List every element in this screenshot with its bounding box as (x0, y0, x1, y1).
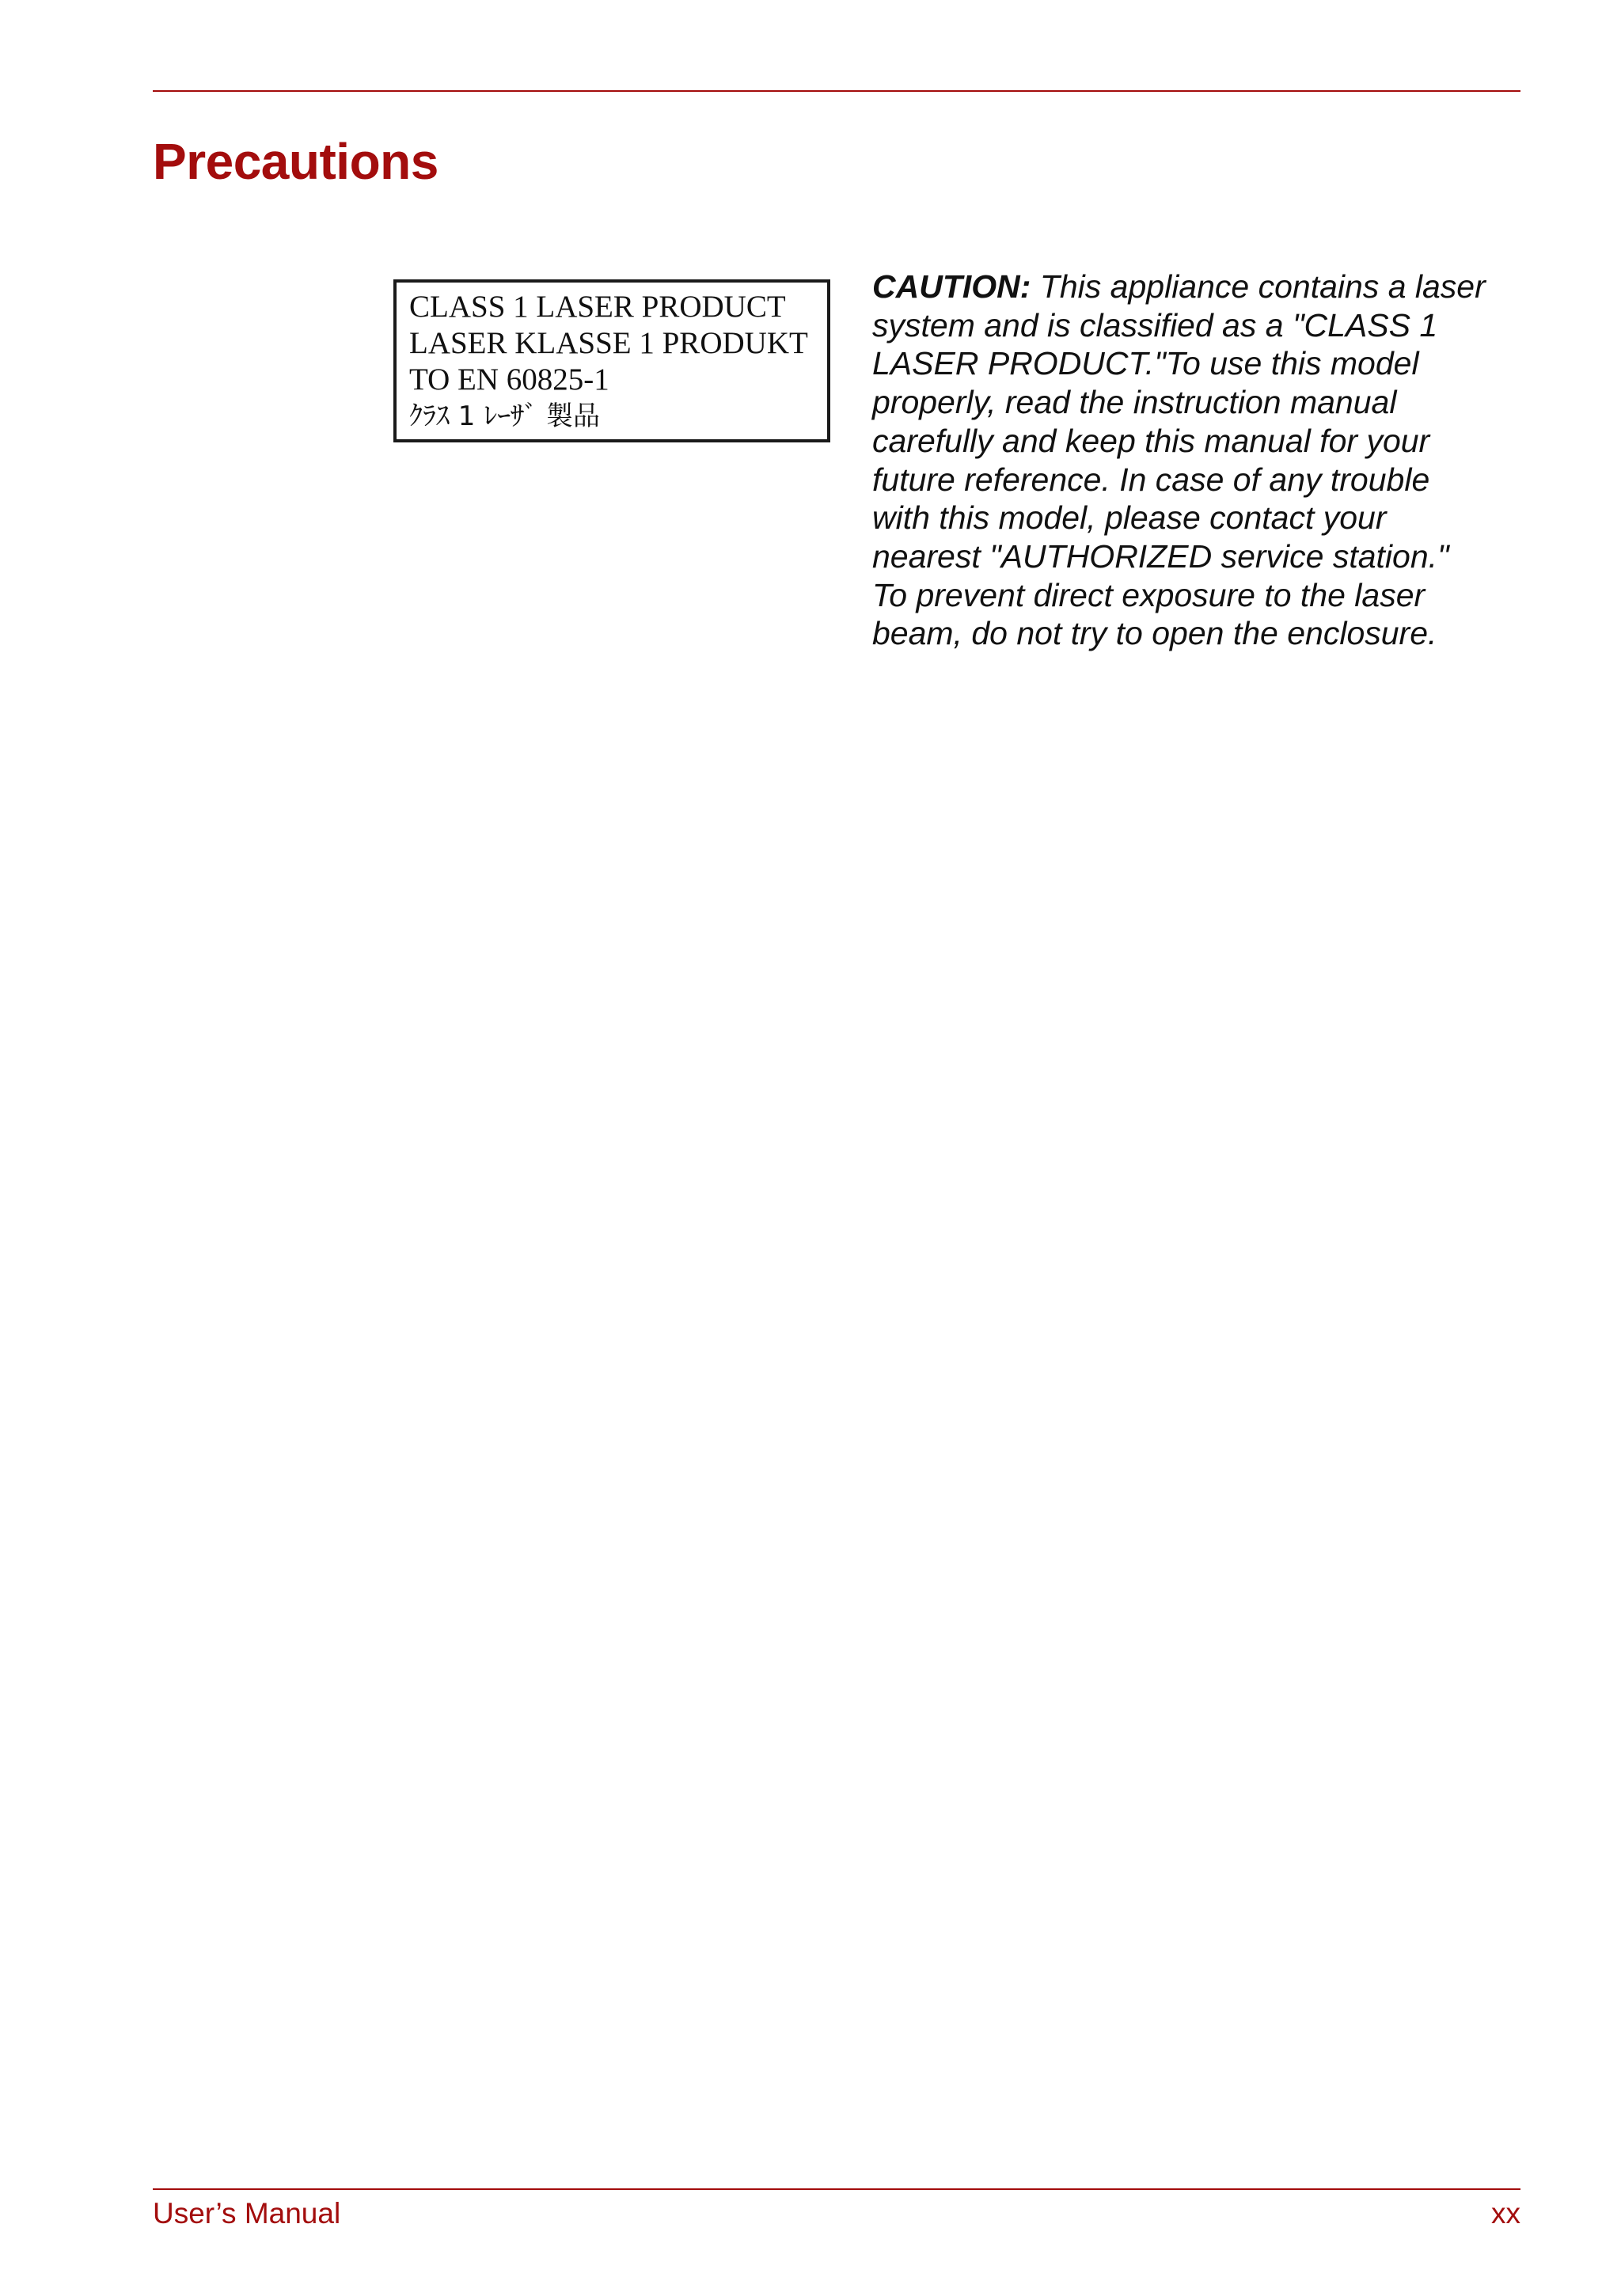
laser-label-line: TO EN 60825-1 (409, 362, 609, 397)
caution-label: CAUTION: (872, 268, 1031, 305)
caution-paragraph (872, 268, 1490, 653)
caution-text: This appliance contains a laser system and is classified as a "CLASS 1 LASER PRODUCT."To use this model properly, read the instruction manual carefully and keep this manual for your future reference. In case of any trouble with this model, please contact your nearest "AUTHORIZED service station." To prevent direct exposure to the laser beam, do not try to open the enclosure. (872, 268, 1486, 652)
header-rule (153, 90, 1520, 92)
page-number: xx (1491, 2197, 1520, 2230)
footer-manual-title: User’s Manual (153, 2197, 341, 2230)
laser-product-label (393, 279, 830, 442)
page-title: Precautions (153, 133, 438, 190)
footer-rule (153, 2188, 1520, 2190)
laser-label-line-japanese: ｸﾗｽ 1 ﾚｰｻﾞ 製品 (409, 400, 601, 432)
laser-label-line: CLASS 1 LASER PRODUCT (409, 290, 786, 324)
laser-label-line: LASER KLASSE 1 PRODUKT (409, 326, 808, 360)
